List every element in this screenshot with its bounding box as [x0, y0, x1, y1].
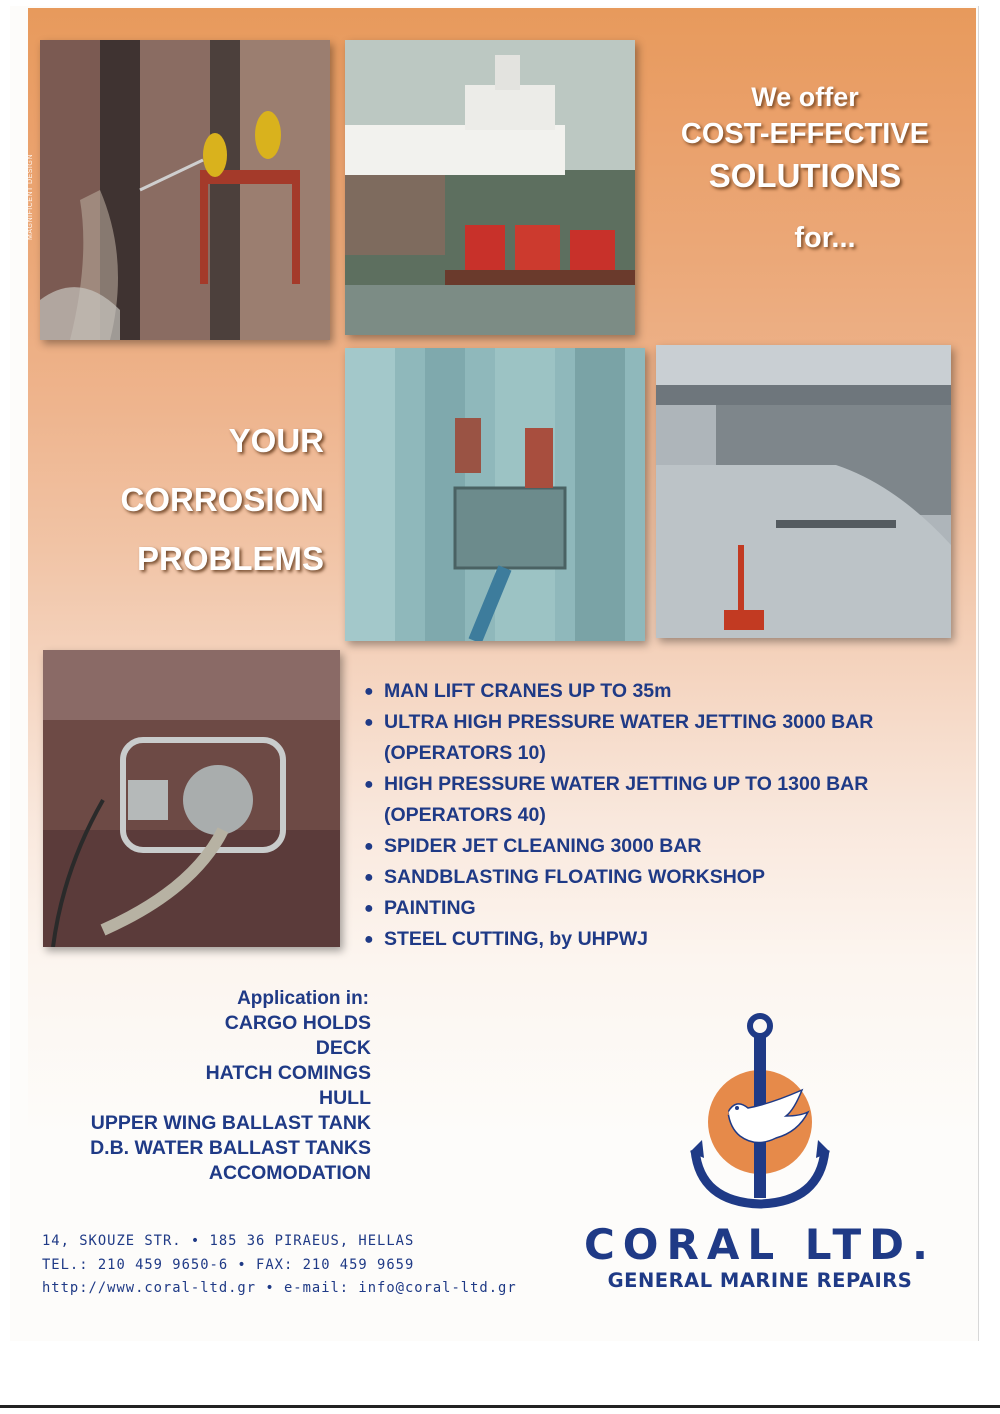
service-item: ● HIGH PRESSURE WATER JETTING UP TO 1300 BAR (OPERATORS 40): [360, 769, 970, 831]
photo-workers-hold-jetting: [40, 40, 330, 340]
contact-web[interactable]: http://www.coral-ltd.gr • e-mail: info@coral-ltd.gr: [42, 1280, 517, 1296]
problem-line-2: CORROSION: [120, 481, 324, 518]
problem-line-3: PROBLEMS: [136, 540, 324, 577]
company-tagline: GENERAL MARINE REPAIRS: [607, 1269, 913, 1292]
application-item: CARGO HOLDS: [224, 1012, 371, 1034]
service-item: ● SANDBLASTING FLOATING WORKSHOP: [360, 862, 970, 893]
problem-line-1: YOUR: [228, 422, 324, 459]
bullet-dot-icon: ●: [364, 714, 374, 731]
service-item: ● PAINTING: [360, 893, 970, 924]
application-item: HULL: [319, 1087, 371, 1109]
applications-block: [40, 986, 371, 1186]
services-list: [360, 676, 970, 955]
photo-aircraft-carrier-hull: [656, 345, 951, 638]
bullet-dot-icon: ●: [364, 776, 374, 793]
service-item: ● STEEL CUTTING, by UHPWJ: [360, 924, 970, 955]
bullet-dot-icon: ●: [364, 838, 374, 855]
offer-line-2: COST-EFFECTIVE: [680, 118, 930, 150]
scan-edge-line: [0, 1405, 1000, 1408]
offer-line-4: for...: [794, 222, 856, 254]
application-item: ACCOMODATION: [208, 1162, 371, 1184]
bullet-dot-icon: ●: [364, 869, 374, 886]
company-block: [545, 1222, 975, 1294]
contact-address: 14, SKOUZE STR. • 185 36 PIRAEUS, HELLAS: [42, 1233, 415, 1249]
offer-line-3: SOLUTIONS: [708, 157, 902, 194]
company-name: CORAL LTD.: [583, 1220, 937, 1269]
applications-title: Application in:: [237, 988, 369, 1009]
bullet-dot-icon: ●: [364, 931, 374, 948]
anchor-with-dove-logo-icon: [690, 1012, 830, 1212]
photo-ship-at-dock: [345, 40, 635, 335]
design-credit: MAGNIFICENT DESIGN: [27, 154, 34, 240]
bullet-dot-icon: ●: [364, 900, 374, 917]
application-item: DECK: [315, 1037, 371, 1059]
contact-phone: TEL.: 210 459 9650-6 • FAX: 210 459 9659: [42, 1256, 415, 1273]
photo-man-lift-basket: [345, 348, 645, 641]
offer-line-1: We offer: [751, 82, 859, 112]
contact-block: [42, 1230, 522, 1301]
application-item: HATCH COMINGS: [205, 1062, 371, 1084]
service-item: ● SPIDER JET CLEANING 3000 BAR: [360, 831, 970, 862]
service-item: ● MAN LIFT CRANES UP TO 35m: [360, 676, 970, 707]
application-item: UPPER WING BALLAST TANK: [90, 1112, 371, 1134]
application-item: D.B. WATER BALLAST TANKS: [90, 1137, 371, 1159]
bullet-dot-icon: ●: [364, 683, 374, 700]
service-item: ● ULTRA HIGH PRESSURE WATER JETTING 3000 BAR (OPERATORS 10): [360, 707, 970, 769]
photo-spider-jet-equipment: [43, 650, 340, 947]
